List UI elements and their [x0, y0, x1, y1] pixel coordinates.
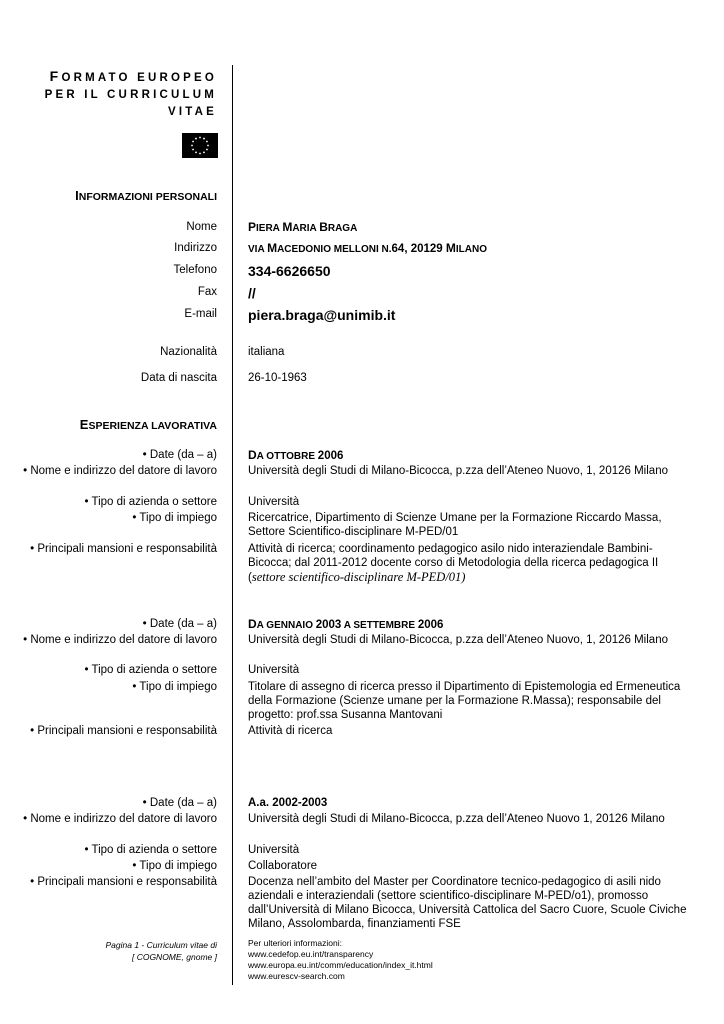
label-data-nascita: Data di nascita — [140, 372, 217, 384]
section-heading-experience: ESPERIENZA LAVORATIVA — [79, 417, 217, 432]
label-job: • Tipo di impiego — [132, 681, 217, 693]
entry1-duties: Attività di ricerca; coordinamento pedagogico asilo nido interaziendale Bambini-Bicocca; dal 2011-2012 docente corso di Metodologia della ricerca pedagogica II (settore scientifico-disciplinare M-PED/01) — [248, 543, 659, 584]
label-sector: • Tipo di azienda o settore — [84, 844, 217, 856]
label-employer: • Nome e indirizzo del datore di lavoro — [23, 465, 217, 477]
label-nazionalita: Nazionalità — [160, 346, 217, 358]
label-indirizzo: Indirizzo — [174, 242, 217, 254]
label-nome: Nome — [186, 221, 217, 233]
footer-link[interactable]: www.eurescv-search.com — [248, 971, 345, 981]
label-duties: • Principali mansioni e responsabilità — [30, 876, 217, 888]
entry1-sector: Università — [248, 496, 300, 508]
entry1-date: DA OTTOBRE 2006 — [248, 448, 344, 462]
label-sector: • Tipo di azienda o settore — [84, 664, 217, 676]
label-email: E-mail — [184, 308, 217, 320]
label-sector: • Tipo di azienda o settore — [84, 496, 217, 508]
entry3-employer: Università degli Studi di Milano-Bicocca, p.zza dell’Ateneo Nuovo 1, 20126 Milano — [248, 813, 665, 825]
label-telefono: Telefono — [173, 264, 217, 276]
footer-page-info: Pagina 1 - Curriculum vitae di [ COGNOME, gnome ] — [105, 940, 217, 962]
entry2-sector: Università — [248, 664, 300, 676]
entry2-duties: Attività di ricerca — [248, 725, 333, 737]
value-nome: PIERA MARIA BRAGA — [248, 220, 358, 234]
value-nazionalita: italiana — [248, 346, 285, 358]
footer-link[interactable]: www.europa.eu.int/comm/education/index_it.html — [248, 960, 433, 970]
label-fax: Fax — [197, 286, 217, 298]
entry1-employer: Università degli Studi di Milano-Bicocca, p.zza dell’Ateneo Nuovo, 1, 20126 Milano — [248, 465, 668, 477]
value-indirizzo: VIA MACEDONIO MELLONI N.64, 20129 MILANO — [248, 241, 487, 255]
entry3-date: A.a. 2002-2003 — [248, 797, 328, 809]
entry3-job: Collaboratore — [248, 860, 318, 872]
section-heading-personal: INFORMAZIONI PERSONALI — [75, 188, 217, 203]
value-email: piera.braga@unimib.it — [248, 307, 396, 323]
label-job: • Tipo di impiego — [132, 512, 217, 524]
label-date: • Date (da – a) — [142, 797, 217, 809]
entry1-job: Ricercatrice, Dipartimento di Scienze Umane per la Formazione Riccardo Massa, Settore Scientifico-disciplinare M-PED/01 — [248, 512, 662, 538]
label-employer: • Nome e indirizzo del datore di lavoro — [23, 813, 217, 825]
footer-info-label: Per ulteriori informazioni: — [248, 938, 343, 948]
value-telefono: 334-6626650 — [248, 263, 331, 279]
footer-link[interactable]: www.cedefop.eu.int/transparency — [248, 949, 374, 959]
label-date: • Date (da – a) — [142, 449, 217, 461]
label-date: • Date (da – a) — [142, 618, 217, 630]
label-job: • Tipo di impiego — [132, 860, 217, 872]
document-title: FORMATO EUROPEO PER IL CURRICULUM VITAE — [44, 68, 217, 118]
value-fax: // — [248, 285, 256, 301]
label-duties: • Principali mansioni e responsabilità — [30, 543, 217, 555]
label-employer: • Nome e indirizzo del datore di lavoro — [23, 634, 217, 646]
value-data-nascita: 26-10-1963 — [248, 372, 307, 384]
entry2-job: Titolare di assegno di ricerca presso il Dipartimento di Epistemologia ed Ermeneutica della Formazione (Scienze umane per la Formazione R.Massa); responsabile del progetto: prof.ssa Susanna Mantovani — [248, 681, 681, 721]
entry2-date: DA GENNAIO 2003 A SETTEMBRE 2006 — [248, 617, 444, 631]
entry3-sector: Università — [248, 844, 300, 856]
column-divider — [232, 65, 233, 985]
label-duties: • Principali mansioni e responsabilità — [30, 725, 217, 737]
entry3-duties: Docenza nell’ambito del Master per Coordinatore tecnico-pedagogico di asili nido aziendali e interaziendali (settore scientifico-disciplinare M-PED/o1), promosso dall’Università di Milano Bicocca, Università Cattolica del Sacro Cuore, Scuole Civiche Milano, Assolombarda, finanziamenti FSE — [248, 876, 687, 930]
entry2-employer: Università degli Studi di Milano-Bicocca, p.zza dell’Ateneo Nuovo, 1, 20126 Milano — [248, 634, 668, 646]
eu-flag-icon — [182, 133, 218, 158]
footer-info-links — [248, 938, 433, 982]
